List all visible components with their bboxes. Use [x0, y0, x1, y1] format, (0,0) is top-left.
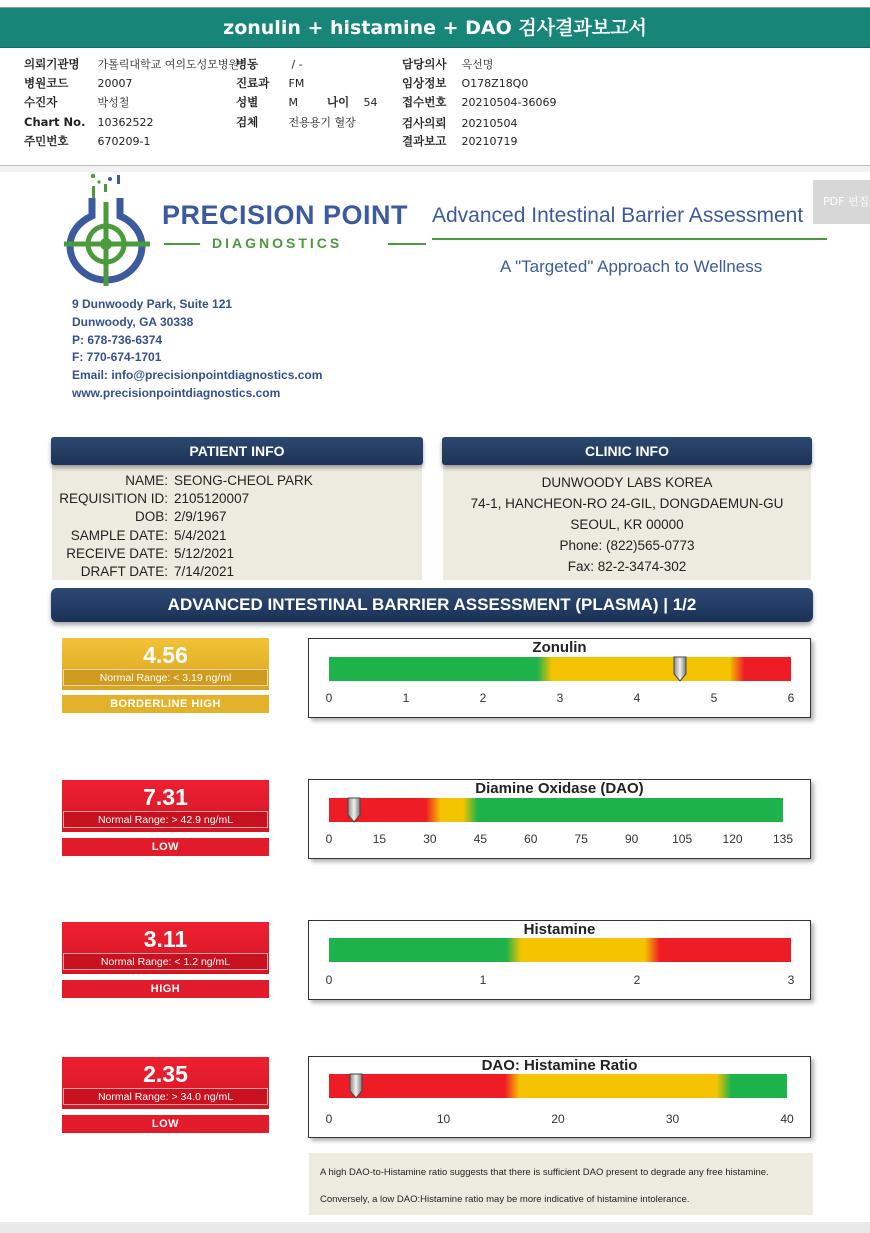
- dao-tick-label: 60: [524, 832, 538, 846]
- ratio-tick-label: 0: [325, 1112, 333, 1126]
- patient-name-row: NAME: SEONG-CHEOL PARK: [125, 473, 313, 488]
- dao-flag: LOW: [62, 838, 269, 856]
- meta-patient: 수진자 박성철: [24, 95, 130, 109]
- meta-chart: Chart No. 10362522: [24, 115, 154, 129]
- clinic-info-rows: [443, 472, 811, 577]
- address-phone: P: 678-736-6374: [72, 332, 163, 347]
- meta-report-date: 결과보고 20210719: [402, 134, 518, 148]
- address-fax: F: 770-674-1701: [72, 350, 162, 365]
- zonulin-result: [62, 638, 269, 690]
- clinic-street: 74-1, HANCHEON-RO 24-GIL, DONGDAEMUN-GU: [470, 496, 784, 511]
- histamine-tick-label: 0: [325, 973, 333, 987]
- zonulin-normal-range: Normal Range: < 3.19 ng/ml: [63, 669, 268, 686]
- dao-tick-label: 135: [772, 832, 794, 846]
- meta-institution: 의뢰기관명 가톨릭대학교 여의도성모병원: [24, 57, 240, 71]
- bottom-strip: [0, 1222, 870, 1233]
- address-web: www.precisionpointdiagnostics.com: [72, 385, 281, 400]
- patient-dob-row: DOB: 2/9/1967: [134, 509, 227, 525]
- window-top-edge: [0, 0, 870, 8]
- meta-specimen: 검체 전용용기 혈장: [236, 115, 356, 129]
- histamine-tick-label: 3: [787, 973, 795, 987]
- section-title: ADVANCED INTESTINAL BARRIER ASSESSMENT (PLASMA) | 1/2: [51, 588, 813, 622]
- zonulin-tick-label: 3: [556, 691, 564, 705]
- dao-normal-range: Normal Range: > 42.9 ng/mL: [63, 811, 268, 828]
- dao-tick-label: 45: [473, 832, 488, 846]
- meta-hospital-code: 병원코드 20007: [24, 76, 133, 90]
- brand-sub: DIAGNOSTICS: [212, 235, 343, 251]
- assessment-underline: [432, 238, 827, 240]
- meta-doctor: 담당의사 옥선명: [402, 57, 494, 71]
- ratio-flag: LOW: [62, 1115, 269, 1133]
- histamine-normal-range: Normal Range: < 1.2 ng/mL: [63, 953, 268, 970]
- assessment-title: Advanced Intestinal Barrier Assessment: [432, 204, 804, 227]
- pdf-edit-button[interactable]: PDF 편집: [813, 180, 870, 224]
- meta-rrn: 주민번호 670209-1: [24, 134, 151, 148]
- dao-result: [62, 780, 269, 832]
- tagline: A "Targeted" Approach to Wellness: [500, 257, 763, 276]
- meta-request-date: 검사의뢰 20210504: [402, 116, 518, 130]
- dao-tick-label: 75: [574, 832, 588, 846]
- address-email: Email: info@precisionpointdiagnostics.com: [72, 368, 323, 383]
- brand-name: PRECISION POINT: [162, 200, 409, 230]
- histamine-chart-title: Histamine: [523, 921, 596, 938]
- ratio-value: 2.35: [143, 1061, 188, 1087]
- brand-divider-left: [164, 243, 200, 245]
- clinic-city: SEOUL, KR 00000: [570, 517, 684, 532]
- zonulin-value: 4.56: [143, 642, 188, 668]
- patient-draft-row: DRAFT DATE: 7/14/2021: [80, 564, 235, 580]
- ratio-note: [309, 1153, 813, 1215]
- patient-sample-row: SAMPLE DATE: 5/4/2021: [70, 527, 227, 543]
- ratio-chart: [308, 1056, 811, 1138]
- ratio-value-marker-icon: [349, 1073, 363, 1099]
- ratio-result: [62, 1057, 269, 1109]
- ratio-tick-label: 30: [665, 1112, 680, 1126]
- dao-chart: [308, 779, 811, 859]
- clinic-phone: Phone: (822)565-0773: [559, 538, 695, 553]
- meta-receipt: 접수번호 20210504-36069: [402, 95, 557, 109]
- dao-gauge-bar: [329, 798, 783, 822]
- ratio-gauge-bar: [329, 1074, 787, 1098]
- histamine-tick-label: 1: [479, 973, 487, 987]
- zonulin-tick-label: 0: [325, 691, 333, 705]
- patient-req-row: REQUISITION ID: 2105120007: [59, 491, 250, 507]
- meta-ward: 병동 / -: [236, 57, 303, 71]
- note-line1: A high DAO-to-Histamine ratio suggests that there is sufficient DAO present to degrade any free histamine.: [320, 1167, 769, 1178]
- dao-tick-label: 0: [325, 832, 333, 846]
- patient-info-title: PATIENT INFO: [51, 437, 423, 465]
- dao-chart-title: Diamine Oxidase (DAO): [475, 780, 644, 797]
- dao-tick-label: 15: [372, 832, 387, 846]
- histamine-result: [62, 922, 269, 974]
- histamine-chart: [308, 920, 811, 1000]
- meta-age: 나이 54: [327, 95, 378, 109]
- zonulin-chart: [308, 638, 811, 718]
- meta-dept: 진료과 FM: [236, 76, 305, 90]
- meta-sex: 성별 M: [236, 95, 298, 109]
- clinic-name: DUNWOODY LABS KOREA: [541, 475, 713, 490]
- report-meta: [0, 48, 870, 166]
- lab-address: [72, 296, 322, 403]
- zonulin-value-marker-icon: [673, 656, 687, 682]
- zonulin-tick-label: 6: [787, 691, 795, 705]
- zonulin-tick-label: 5: [710, 691, 718, 705]
- zonulin-tick-label: 2: [479, 691, 487, 705]
- zonulin-tick-label: 1: [402, 691, 410, 705]
- ratio-tick-label: 20: [551, 1112, 565, 1126]
- clinic-fax: Fax: 82-2-3474-302: [567, 559, 687, 574]
- zonulin-gauge-bar: [329, 657, 791, 681]
- address-line2: Dunwoody, GA 30338: [72, 314, 194, 329]
- histamine-gauge-bar: [329, 938, 791, 962]
- ratio-normal-range: Normal Range: > 34.0 ng/mL: [63, 1088, 268, 1105]
- dao-tick-label: 105: [672, 832, 693, 846]
- zonulin-chart-title: Zonulin: [532, 639, 587, 656]
- ratio-tick-label: 10: [436, 1112, 451, 1126]
- brand-divider-right: [388, 243, 426, 245]
- dao-value-marker-icon: [347, 797, 361, 823]
- dao-tick-label: 120: [722, 832, 743, 846]
- zonulin-tick-label: 4: [633, 691, 641, 705]
- zonulin-flag: BORDERLINE HIGH: [62, 695, 269, 713]
- clinic-info-title: CLINIC INFO: [442, 437, 812, 465]
- note-line2: Conversely, a low DAO:Histamine ratio may be more indicative of histamine intolerance.: [320, 1194, 690, 1205]
- histamine-value: 3.11: [143, 926, 188, 952]
- patient-receive-row: RECEIVE DATE: 5/12/2021: [66, 545, 235, 561]
- ratio-tick-label: 40: [780, 1112, 794, 1126]
- dao-tick-label: 90: [624, 832, 639, 846]
- patient-info-rows: [52, 472, 422, 581]
- dao-tick-label: 30: [423, 832, 437, 846]
- histamine-tick-label: 2: [633, 973, 641, 987]
- ratio-chart-title: DAO: Histamine Ratio: [481, 1057, 638, 1074]
- report-title: zonulin + histamine + DAO 검사결과보고서: [0, 8, 870, 48]
- address-line1: 9 Dunwoody Park, Suite 121: [72, 297, 233, 311]
- precision-point-logo-icon: [62, 172, 162, 287]
- dao-value: 7.31: [143, 784, 188, 810]
- meta-clinical: 임상정보 O178Z18Q0: [402, 76, 529, 90]
- histamine-flag: HIGH: [62, 980, 269, 998]
